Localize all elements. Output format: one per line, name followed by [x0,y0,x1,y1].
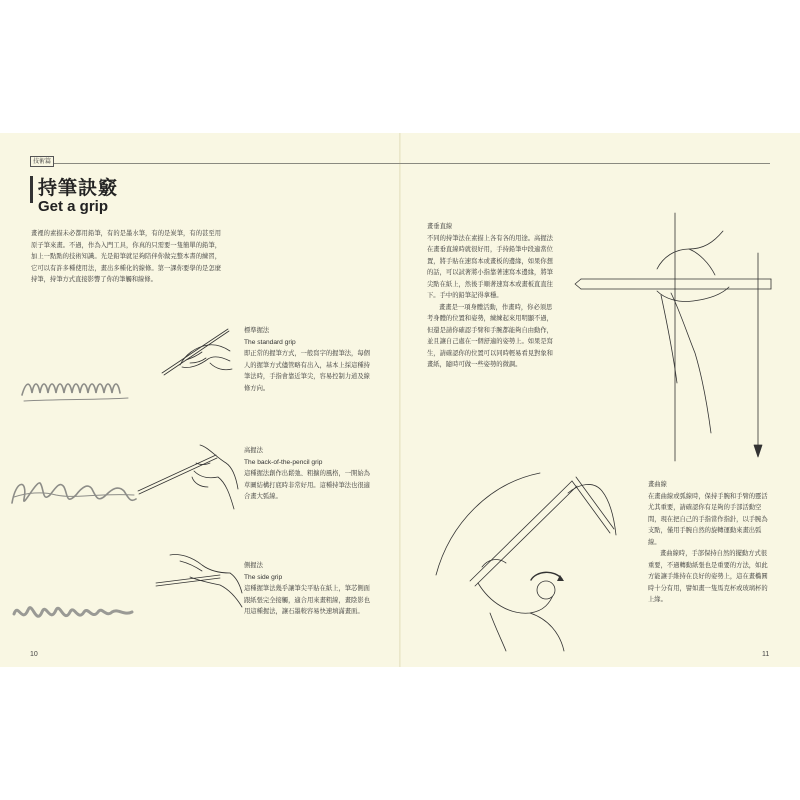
standard-grip-illustration [150,325,235,385]
vertical-line-body-1: 不同的持筆法在素描上各有各的用途。高握法在畫垂直線時就很好用，手持鉛筆中段適當位置，將手貼在速寫本或畫板的邊緣，如果你想的話，可以試著將小指靠著速寫本邊緣，將筆尖點在紙上，然後手順著速寫本或畫板直直往下。手中的鉛筆記得拿穩。 [427,234,553,299]
vertical-line-title: 畫垂直線 [427,223,453,230]
arc-body-1: 在畫曲線或弧線時，保持手腕和手臂的靈活尤其重要，請確認你有足夠的手部活動空間，現在把自己的手指當作指針，以手腕為支點，僅用手腕自然的旋轉運動來畫出弧線。 [648,492,768,546]
arc-body-2: 畫曲線時，手部保持自然的擺動方式很重要，不過轉動紙張也是重要的方法，如此方能讓手維持在良好的姿勢上，這在畫橢圓時十分有用，譬如畫一隻馬克杯或玻璃杯的上緣。 [648,550,768,603]
vertical-line-body-2: 畫畫是一項身體活動，作畫時，你必須思考身體的位置和姿勢，練練起來用明顯不過，但還是請你確認手臂和手腕都能夠自由動作，並且讓自己處在一個舒適的姿勢上。如果是寫生，請確認你的位置可以同時輕易看見對象和畫紙，隨時可做一些姿勢的微調。 [427,303,553,368]
book-spread [0,133,800,667]
side-grip-title-en: The side grip [244,573,283,581]
side-grip-illustration [150,551,245,611]
page-title-en: Get a grip [38,198,109,215]
back-grip-body: 這種握法創作出鬆弛、粗擴的風格，一開始為草圖結構打底時非常好用。這種持筆法也很適合畫大弧線。 [244,470,370,500]
vertical-line-illustration [575,213,780,463]
title-accent-bar [30,176,33,203]
arc-section [648,479,772,606]
back-grip-title-en: The back-of-the-pencil grip [244,458,323,466]
standard-grip-sample-strokes [18,373,138,403]
side-grip-title-zh: 側握法 [244,562,263,569]
section-tag: 技術篇 [30,156,54,167]
back-grip-title-zh: 高握法 [244,447,263,454]
page-number-left: 10 [30,651,38,658]
intro-paragraph: 畫裡的素描未必都用鉛筆，有的是墨水筆，有的是炭筆，有的甚至用原子筆來畫。不過，作為入門工具，你真的只需要一隻簡單的鉛筆，加上一點點的技術知識。光是鉛筆就足夠陪伴你做完整本書的練習，它可以有許多種使用法，畫出多種化的線條。第一課你要學的是怎麼持筆，持筆方式直接影響了你的筆觸和線條。 [31,230,221,283]
standard-grip-body: 即正常的握筆方式，一般寫字的握筆法，每個人的握筆方式儘管略有出入，基本上採這種持筆法時，手指會靠近筆尖，容易控制力道及線條方向。 [244,350,370,392]
side-grip-caption [244,560,370,618]
back-grip-caption [244,445,370,503]
vertical-line-section [427,221,553,371]
gutter [399,133,401,667]
standard-grip-title-zh: 標準握法 [244,327,270,334]
back-grip-illustration [130,443,240,513]
side-grip-body: 這種握筆法幾乎讓筆尖平貼在紙上，筆芯側面跟紙張完全接觸，適合用來畫粗線，畫陰影也用這種握法，讓石墨較容易快速填滿畫面。 [244,585,370,615]
side-grip-sample-strokes [8,598,143,628]
arc-title: 畫曲線 [648,481,667,488]
page-title-zh: 持筆訣竅 [38,177,119,199]
standard-grip-title-en: The standard grip [244,338,296,346]
back-grip-sample-strokes [6,473,141,513]
page-number-right: 11 [762,651,770,658]
standard-grip-caption [244,325,370,394]
header-rule [30,163,770,164]
arc-illustration [430,463,635,653]
